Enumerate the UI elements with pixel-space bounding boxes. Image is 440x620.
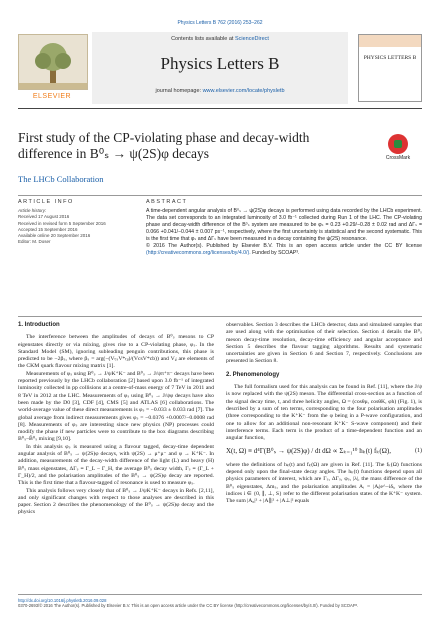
paragraph: In this analysis φₛ is measured using a flavour tagged, decay-time dependent angular analysis of B⁰ₛ → ψ(2S)φ decays, with ψ(2S) → μ⁺μ⁻ and φ → K⁺K⁻. In addition, measurements of the decay-width difference of the light (L) and heavy (H) B⁰ₛ mass eigenstates, ΔΓₛ ≡ Γ_L − Γ_H, the average B⁰ₛ decay width, Γₛ ≡ (Γ_L + Γ_H)/2, and the polarisation amplitudes of the B⁰ₛ → ψ(2S)φ decay are reported. This is the first time that a flavour-tagged cc̄ resonance is used to measure φₛ.	[18, 443, 214, 487]
history-item: Editor: M. Doser	[18, 239, 51, 245]
sciencedirect-link[interactable]: ScienceDirect	[234, 36, 269, 42]
journal-cover-thumbnail[interactable]	[358, 34, 422, 102]
history-label: Article history:	[18, 208, 47, 213]
elsevier-tree-icon	[18, 34, 88, 90]
history-item: Available online 20 September 2016	[18, 233, 91, 239]
equation-number: (1)	[415, 448, 422, 455]
license-text: © 2016 The Author(s). Published by Elsevier B.V. This is an open access article under the CC BY license	[146, 243, 422, 249]
paragraph: Measurements of φₛ using B⁰ₛ → J/ψK⁺K⁻ and B⁰ₛ → J/ψπ⁺π⁻ decays have been reported previously by the LHCb collaboration [2] based upon 3.0 fb⁻¹ of integrated luminosity collected in pp collisions at a centre-of-mass energy of 7 TeV in 2011 and 8 TeV in 2012 at the LHC. Measurements of φₛ using B⁰ₛ → J/ψφ decays have also been made by the D0 [3], CDF [4], CMS [5] and ATLAS [6] collaborations. The world-average value of these direct measurements is φₛ = −0.033 ± 0.033 rad [7]. The global average from indirect measurements gives φₛ = −0.0376 +0.0007/−0.0008 rad [8]. Measurements of φₛ are interesting since new physics (NP) processes could modify the phase if new particles were to contribute to the box diagrams describing B⁰ₛ–B̄⁰ₛ mixing [9,10].	[18, 370, 214, 443]
paper-title: First study of the CP-violating phase and decay-width difference in B⁰ₛ → ψ(2S)φ decays	[18, 130, 310, 161]
article-info	[18, 208, 138, 246]
homepage-prefix: journal homepage:	[155, 88, 203, 94]
crossmark-badge[interactable]	[372, 134, 424, 164]
section-heading: 1. Introduction	[18, 322, 60, 328]
section-heading: 2. Phenomenology	[226, 371, 280, 378]
homepage-link[interactable]: www.elsevier.com/locate/physletb	[202, 88, 285, 94]
journal-banner	[92, 32, 348, 104]
paragraph: This analysis follows very closely that of B⁰ₛ → J/ψK⁺K⁻ decays in Refs. [2,11], and only significant changes with respect to those analyses are described in this paper. Section 2 describes the phenomenology of the B⁰ₛ → ψ(2S)φ decay and the physics	[18, 487, 214, 516]
funding-text: Funded by SCOAP³.	[252, 250, 300, 256]
article-info-heading: ARTICLE INFO	[18, 199, 74, 205]
cover-band	[359, 35, 421, 47]
history-item: Accepted 15 September 2016	[18, 226, 78, 232]
doi-link[interactable]: http://dx.doi.org/10.1016/j.physletb.2016.09.028	[18, 598, 107, 603]
abstract-body	[146, 208, 422, 257]
crossmark-icon	[388, 134, 408, 154]
license-link[interactable]: (http://creativecommons.org/licenses/by/4.0/).	[146, 250, 251, 256]
paragraph: The interference between the amplitudes of decays of B⁰ₛ mesons to CP eigenstates directly or via mixing, gives rise to a CP-violating phase, φₛ. In the Standard Model (SM), ignoring subleading penguin contributions, this phase is predicted to be −2βₛ, where βₛ = arg(−(VₜₛV*ₜᵦ)/(VcsV*cb)) and Vᵢⱼ are elements of the CKM quark flavour mixing matrix [1].	[18, 334, 214, 370]
elsevier-logo[interactable]	[18, 34, 86, 100]
equation-1	[226, 448, 422, 455]
left-column	[18, 322, 214, 517]
tree-illustration-icon	[19, 35, 87, 89]
journal-header	[18, 30, 422, 109]
page-footer	[18, 594, 422, 608]
paragraph: observables. Section 3 describes the LHCb detector, data and simulated samples that are used along with the optimisation of their selection. Section 4 details the B⁰ₛ meson decay-time resolution, decay-time efficiency and angular acceptance and Section 5 describes the flavour tagging algorithms. Results and systematic uncertainties are given in Section 6 and Section 7, respectively. Conclusions are presented in Section 8.	[226, 322, 422, 365]
history-item: Received 17 August 2016	[18, 214, 70, 220]
equation-body: X(t, Ω) ≡ d⁴Γ(B⁰ₛ → ψ(2S)φ) / dt dΩ ∝ Σₖ₌₁¹⁰ hₖ(t) fₖ(Ω),	[226, 447, 391, 456]
divider	[18, 195, 422, 196]
crossmark-label: CrossMark	[385, 155, 411, 161]
journal-title: Physics Letters B	[160, 54, 280, 73]
publisher-logo-text: ELSEVIER	[32, 93, 72, 100]
abstract-text: A time-dependent angular analysis of B⁰ₛ → ψ(2S)φ decays is performed using data recorded by the LHCb experiment. The data set corresponds to an integrated luminosity of 3.0 fb⁻¹ collected during Run 1 of the LHC. The CP-violating phase and decay-width difference of the B⁰ₛ system are measured to be φₛ = 0.23 +0.29/−0.28 ± 0.02 rad and ΔΓₛ = 0.066 +0.041/−0.044 ± 0.007 ps⁻¹, respectively, where the first uncertainty is statistical and the second systematic. This is the first time that φₛ and ΔΓₛ have been measured in a decay containing the ψ(2S) resonance.	[146, 208, 422, 242]
contents-text: Contents lists available at	[171, 36, 234, 42]
right-column	[226, 322, 422, 506]
divider	[18, 316, 422, 317]
journal-homepage	[92, 88, 348, 94]
history-item: Received in revised form 5 September 2016	[18, 220, 106, 226]
journal-reference[interactable]: Physics Letters B 762 (2016) 253–262	[177, 20, 263, 26]
contents-line	[92, 36, 348, 42]
footer-license: 0370-2693/© 2016 The Author(s). Published by Elsevier B.V. This is an open access article under the CC BY license (http://creativecommons.org/licenses/by/4.0/). Funded by SCOAP³.	[18, 603, 359, 609]
paragraph: The full formalism used for this analysis can be found in Ref. [11], where the J/ψ is now replaced with the ψ(2S) meson. The differential cross-section as a function of the signal decay time, t, and three helicity angles, Ω = (cosθμ, cosθK, φh) (Fig. 1), is described by a sum of ten terms, corresponding to the four polarisation amplitudes (three corresponding to the K⁺K⁻ from the φ being in a P-wave configuration, and one to allow for an additional non-resonant K⁺K⁻ S-wave component) and their interference terms. Each term is the product of a time-dependent function and an angular function,	[226, 384, 422, 442]
paragraph: where the definitions of hₖ(t) and fₖ(Ω) are given in Ref. [11]. The fₖ(Ω) functions depend only upon the final-state decay angles. The hₖ(t) functions depend upon all physics parameters of interest, which are Γₛ, ΔΓₛ, φₛ, |λ|, the mass difference of the B⁰ₛ eigenstates, Δmₛ, and the polarisation amplitudes Aᵢ = |Aᵢ|e^−iδᵢ, where the indices i ∈ {0, ∥, ⊥, S} refer to the different polarisation states of the K⁺K⁻ system. The sum |A₀|² + |A∥|² + |A⊥|² equals	[226, 461, 422, 505]
cover-title: PHYSICS LETTERS B	[363, 55, 417, 61]
abstract-heading: ABSTRACT	[146, 199, 188, 205]
author-list[interactable]: The LHCb Collaboration	[18, 174, 104, 184]
